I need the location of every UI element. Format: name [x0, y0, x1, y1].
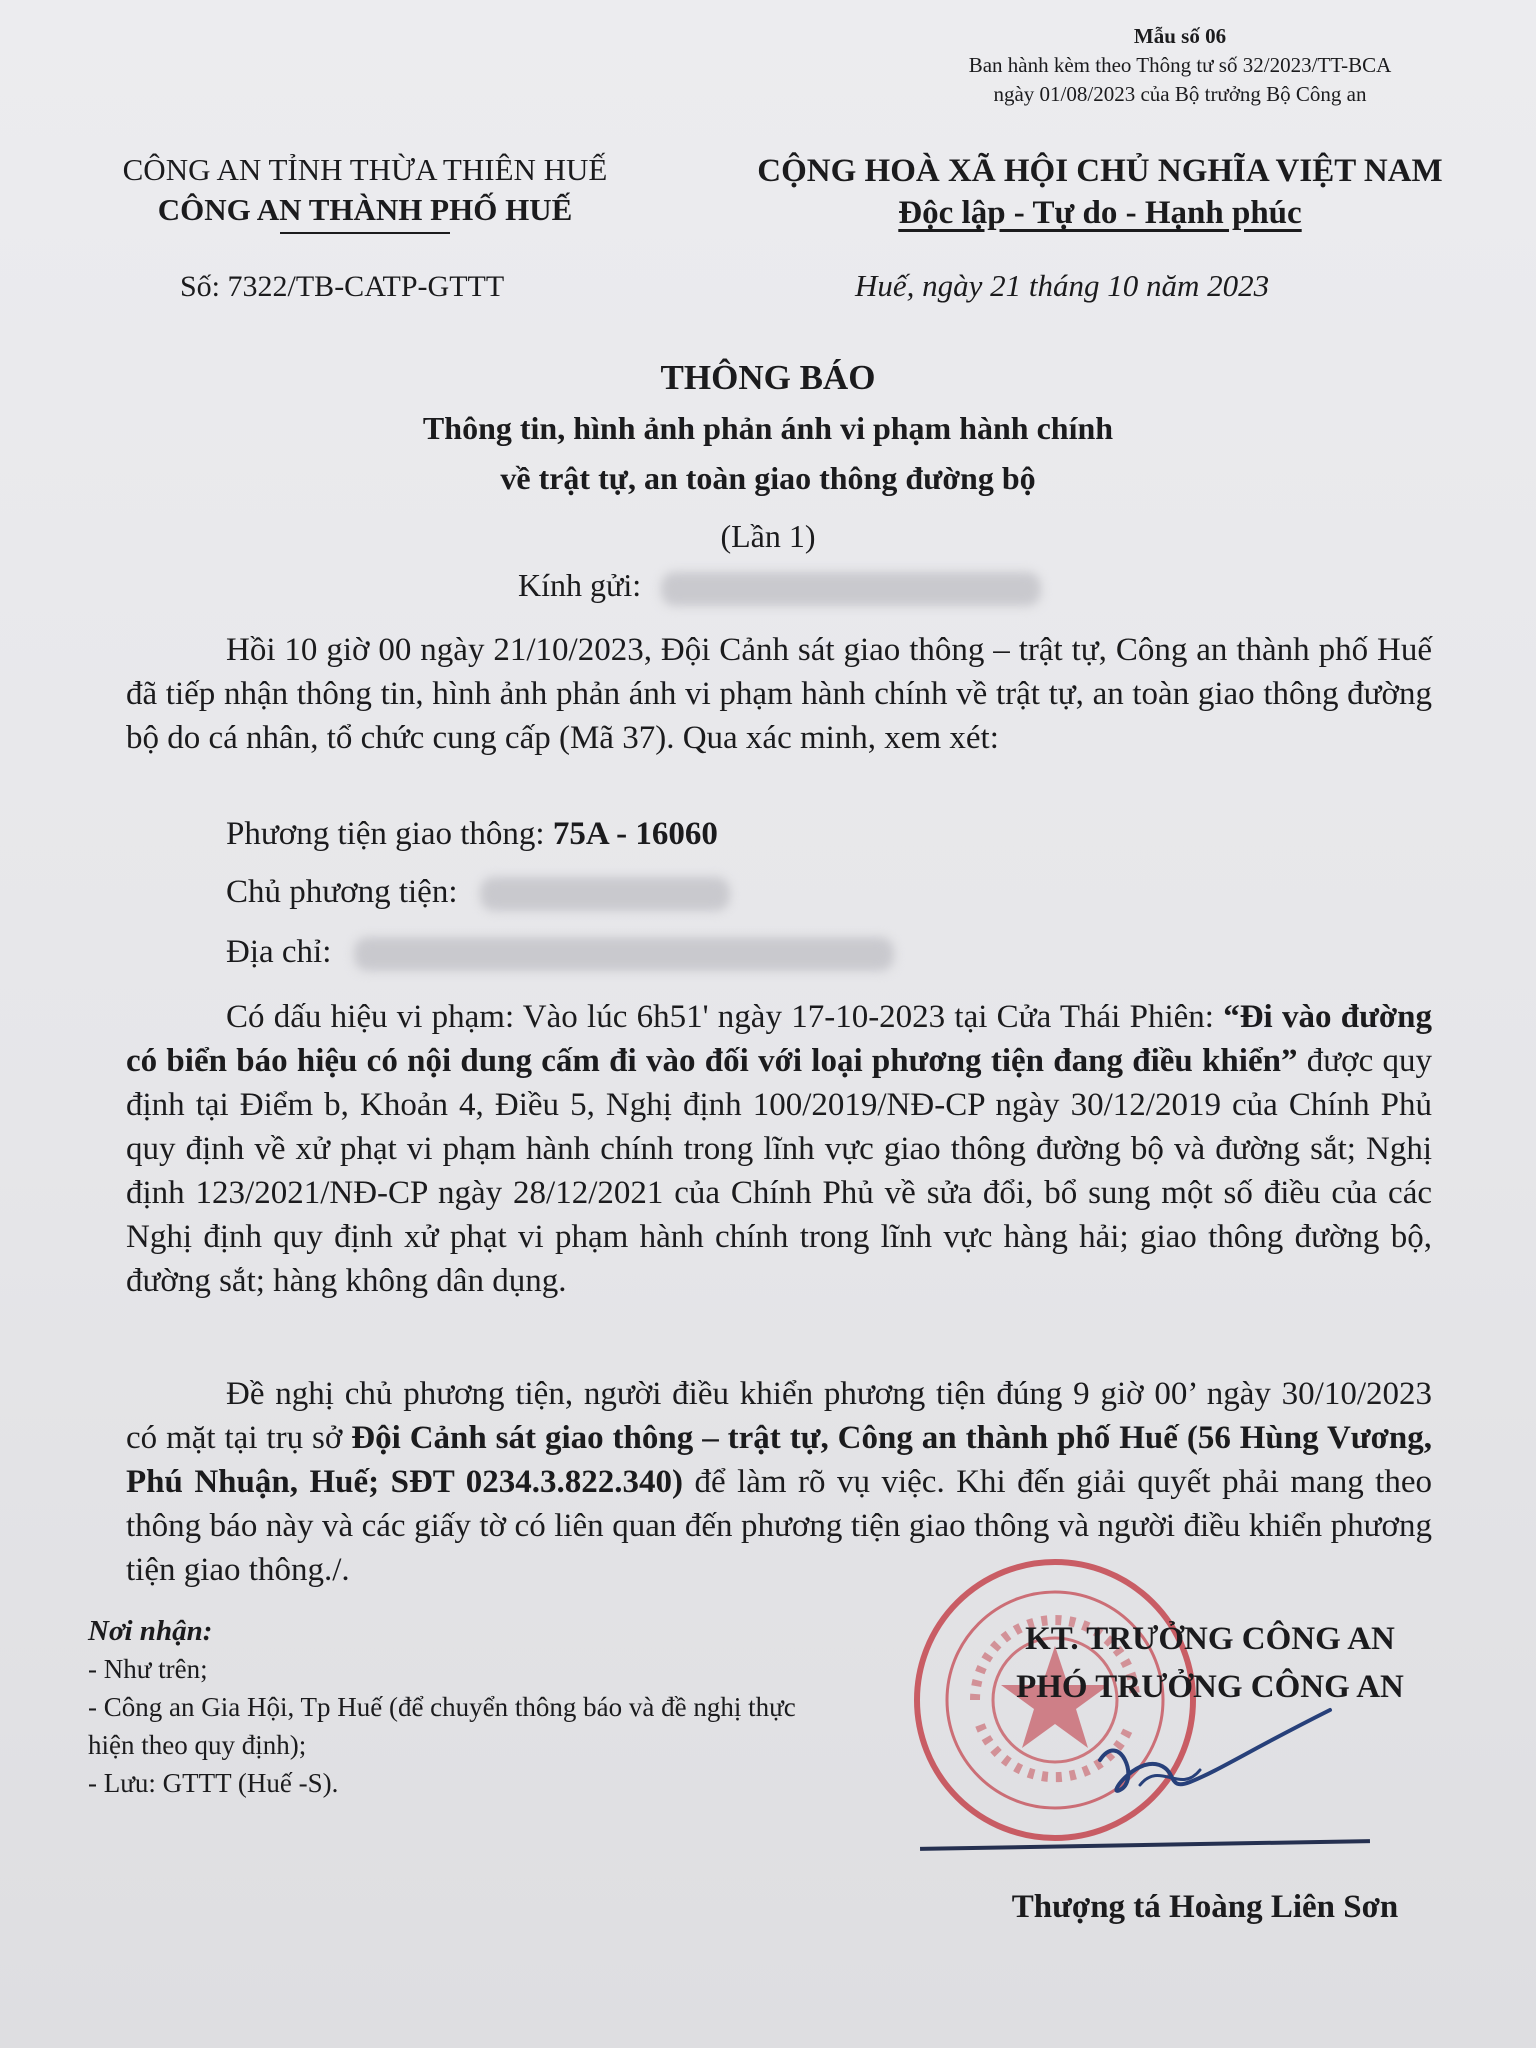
- document-number: Số: 7322/TB-CATP-GTTT: [180, 270, 505, 303]
- form-reference: [900, 22, 1460, 109]
- recipients-block: [88, 1612, 848, 1802]
- addressee-label: Kính gửi:: [518, 567, 642, 603]
- agency-underline: [280, 232, 450, 234]
- redacted-addressee: [661, 572, 1041, 606]
- redacted-address: [354, 937, 894, 971]
- vehicle-label: Phương tiện giao thông:: [226, 816, 545, 852]
- addressee-line: [518, 567, 1041, 606]
- country-name: CỘNG HOÀ XÃ HỘI CHỦ NGHĨA VIỆT NAM: [757, 153, 1443, 189]
- form-issued-by: Ban hành kèm theo Thông tư số 32/2023/TT-BCA: [968, 53, 1392, 77]
- document-subtitle-2: về trật tự, an toàn giao thông đường bộ: [500, 460, 1036, 496]
- violation-legal-basis: được quy định tại Điểm b, Khoản 4, Điều 5, Nghị định 100/2019/NĐ-CP ngày 30/12/2019 của Chính Phủ quy định về xử phạt vi phạm hành chính trong lĩnh vực giao thông đường bộ và đường sắt; Nghị định 123/2021/NĐ-CP ngày 28/12/2021 của Chính Phủ về sửa đổi, bổ sung một số điều của các Nghị định quy định xử phạt vi phạm hành chính trong lĩnh vực hàng hải; giao thông đường bộ, đường sắt; hàng không dân dụng.: [126, 1043, 1433, 1299]
- signatory-title-2: PHÓ TRƯỞNG CÔNG AN: [1016, 1669, 1404, 1705]
- vehicle-line: [226, 816, 718, 853]
- agency-name: CÔNG AN THÀNH PHỐ HUẾ: [157, 192, 573, 227]
- violation-quote: “Đi vào đường có biển báo hiệu có nội dung cấm đi vào đối với loại phương tiện đang điều khiển”: [126, 999, 1432, 1079]
- violation-paragraph: [126, 995, 1432, 1303]
- owner-label: Chủ phương tiện:: [226, 874, 458, 910]
- document-date: Huế, ngày 21 tháng 10 năm 2023: [855, 268, 1270, 303]
- national-motto: Độc lập - Tự do - Hạnh phúc: [898, 195, 1302, 231]
- recipient-item: - Công an Gia Hội, Tp Huế (để chuyển thông báo và đề nghị thực hiện theo quy định);: [88, 1692, 796, 1760]
- request-location: Đội Cảnh sát giao thông – trật tự, Công an thành phố Huế (56 Hùng Vương, Phú Nhuận, Huế; SĐT 0234.3.822.340): [126, 1420, 1432, 1500]
- document-title: THÔNG BÁO: [660, 358, 876, 397]
- request-text: Đề nghị chủ phương tiện, người điều khiển phương tiện đúng 9 giờ 00’ ngày 30/10/2023 có mặt tại trụ sở: [126, 1376, 1432, 1456]
- redacted-owner: [480, 877, 730, 911]
- agency-parent: CÔNG AN TỈNH THỪA THIÊN HUẾ: [122, 152, 608, 187]
- notice-round: (Lần 1): [720, 518, 816, 554]
- signatory-name: Thượng tá Hoàng Liên Sơn: [1011, 1889, 1399, 1925]
- intro-paragraph: Hồi 10 giờ 00 ngày 21/10/2023, Đội Cảnh sát giao thông – trật tự, Công an thành phố Huế đã tiếp nhận thông tin, hình ảnh phản ánh vi phạm hành chính về trật tự, an toàn giao thông đường bộ do cá nhân, tổ chức cung cấp (Mã 37). Qua xác minh, xem xét:: [126, 632, 1432, 756]
- handwritten-signature: [1080, 1690, 1340, 1810]
- request-paragraph: [126, 1372, 1432, 1592]
- address-label: Địa chỉ:: [226, 934, 332, 970]
- signatory-title-1: KT. TRƯỞNG CÔNG AN: [1025, 1621, 1395, 1657]
- document-subtitle-1: Thông tin, hình ảnh phản ánh vi phạm hành chính: [422, 410, 1114, 446]
- request-instructions: để làm rõ vụ việc. Khi đến giải quyết phải mang theo thông báo này và các giấy tờ có liên quan đến phương tiện giao thông và người điều khiển phương tiện giao thông./.: [126, 1464, 1432, 1588]
- form-issued-date: ngày 01/08/2023 của Bộ trưởng Bộ Công an: [993, 82, 1367, 106]
- form-number: Mẫu số 06: [1133, 24, 1227, 48]
- violation-intro: Có dấu hiệu vi phạm: Vào lúc 6h51' ngày 17-10-2023 tại Cửa Thái Phiên:: [226, 999, 1214, 1035]
- recipients-heading: Nơi nhận:: [88, 1615, 213, 1647]
- address-line: [226, 934, 894, 971]
- national-header: [690, 150, 1510, 234]
- recipient-item: - Lưu: GTTT (Huế -S).: [88, 1768, 339, 1798]
- agency-header: [70, 150, 660, 234]
- owner-line: [226, 874, 730, 911]
- recipient-item: - Như trên;: [88, 1654, 208, 1684]
- vehicle-plate: 75A - 16060: [552, 816, 718, 852]
